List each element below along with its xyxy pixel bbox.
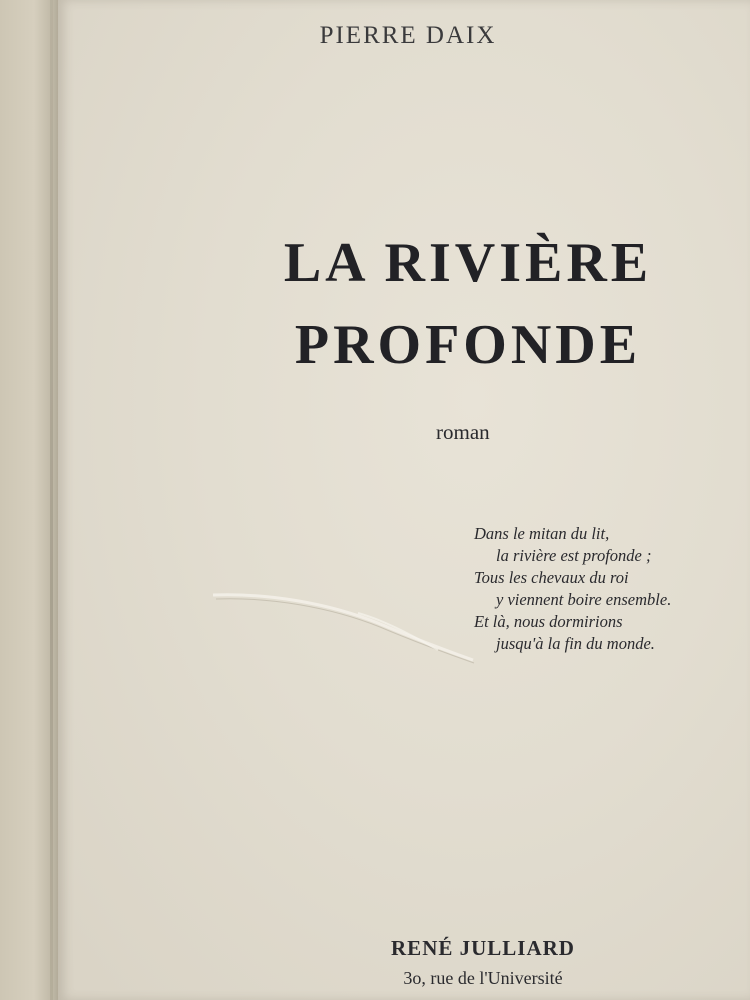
publisher-address: 3o, rue de l'Université [403, 968, 563, 988]
genre-label: roman [436, 420, 490, 444]
epigraph-line: Et là, nous dormirions [474, 612, 623, 631]
publisher-name: RENÉ JULLIARD [391, 936, 575, 960]
binding-edge [50, 0, 53, 1000]
epigraph-line: jusqu'à la fin du monde. [496, 634, 655, 653]
epigraph-line: y viennent boire ensemble. [496, 590, 672, 609]
title-line-1: LA RIVIÈRE [283, 232, 653, 294]
author-name: PIERRE DAIX [319, 22, 497, 49]
title-line-2: PROFONDE [294, 314, 642, 376]
epigraph-line: Tous les chevaux du roi [474, 568, 629, 587]
epigraph [474, 523, 671, 655]
paper-crease [208, 585, 478, 665]
book-title [58, 222, 750, 386]
title-page [58, 0, 750, 1000]
epigraph-line: Dans le mitan du lit, [474, 524, 610, 543]
epigraph-line: la rivière est profonde ; [496, 546, 652, 565]
